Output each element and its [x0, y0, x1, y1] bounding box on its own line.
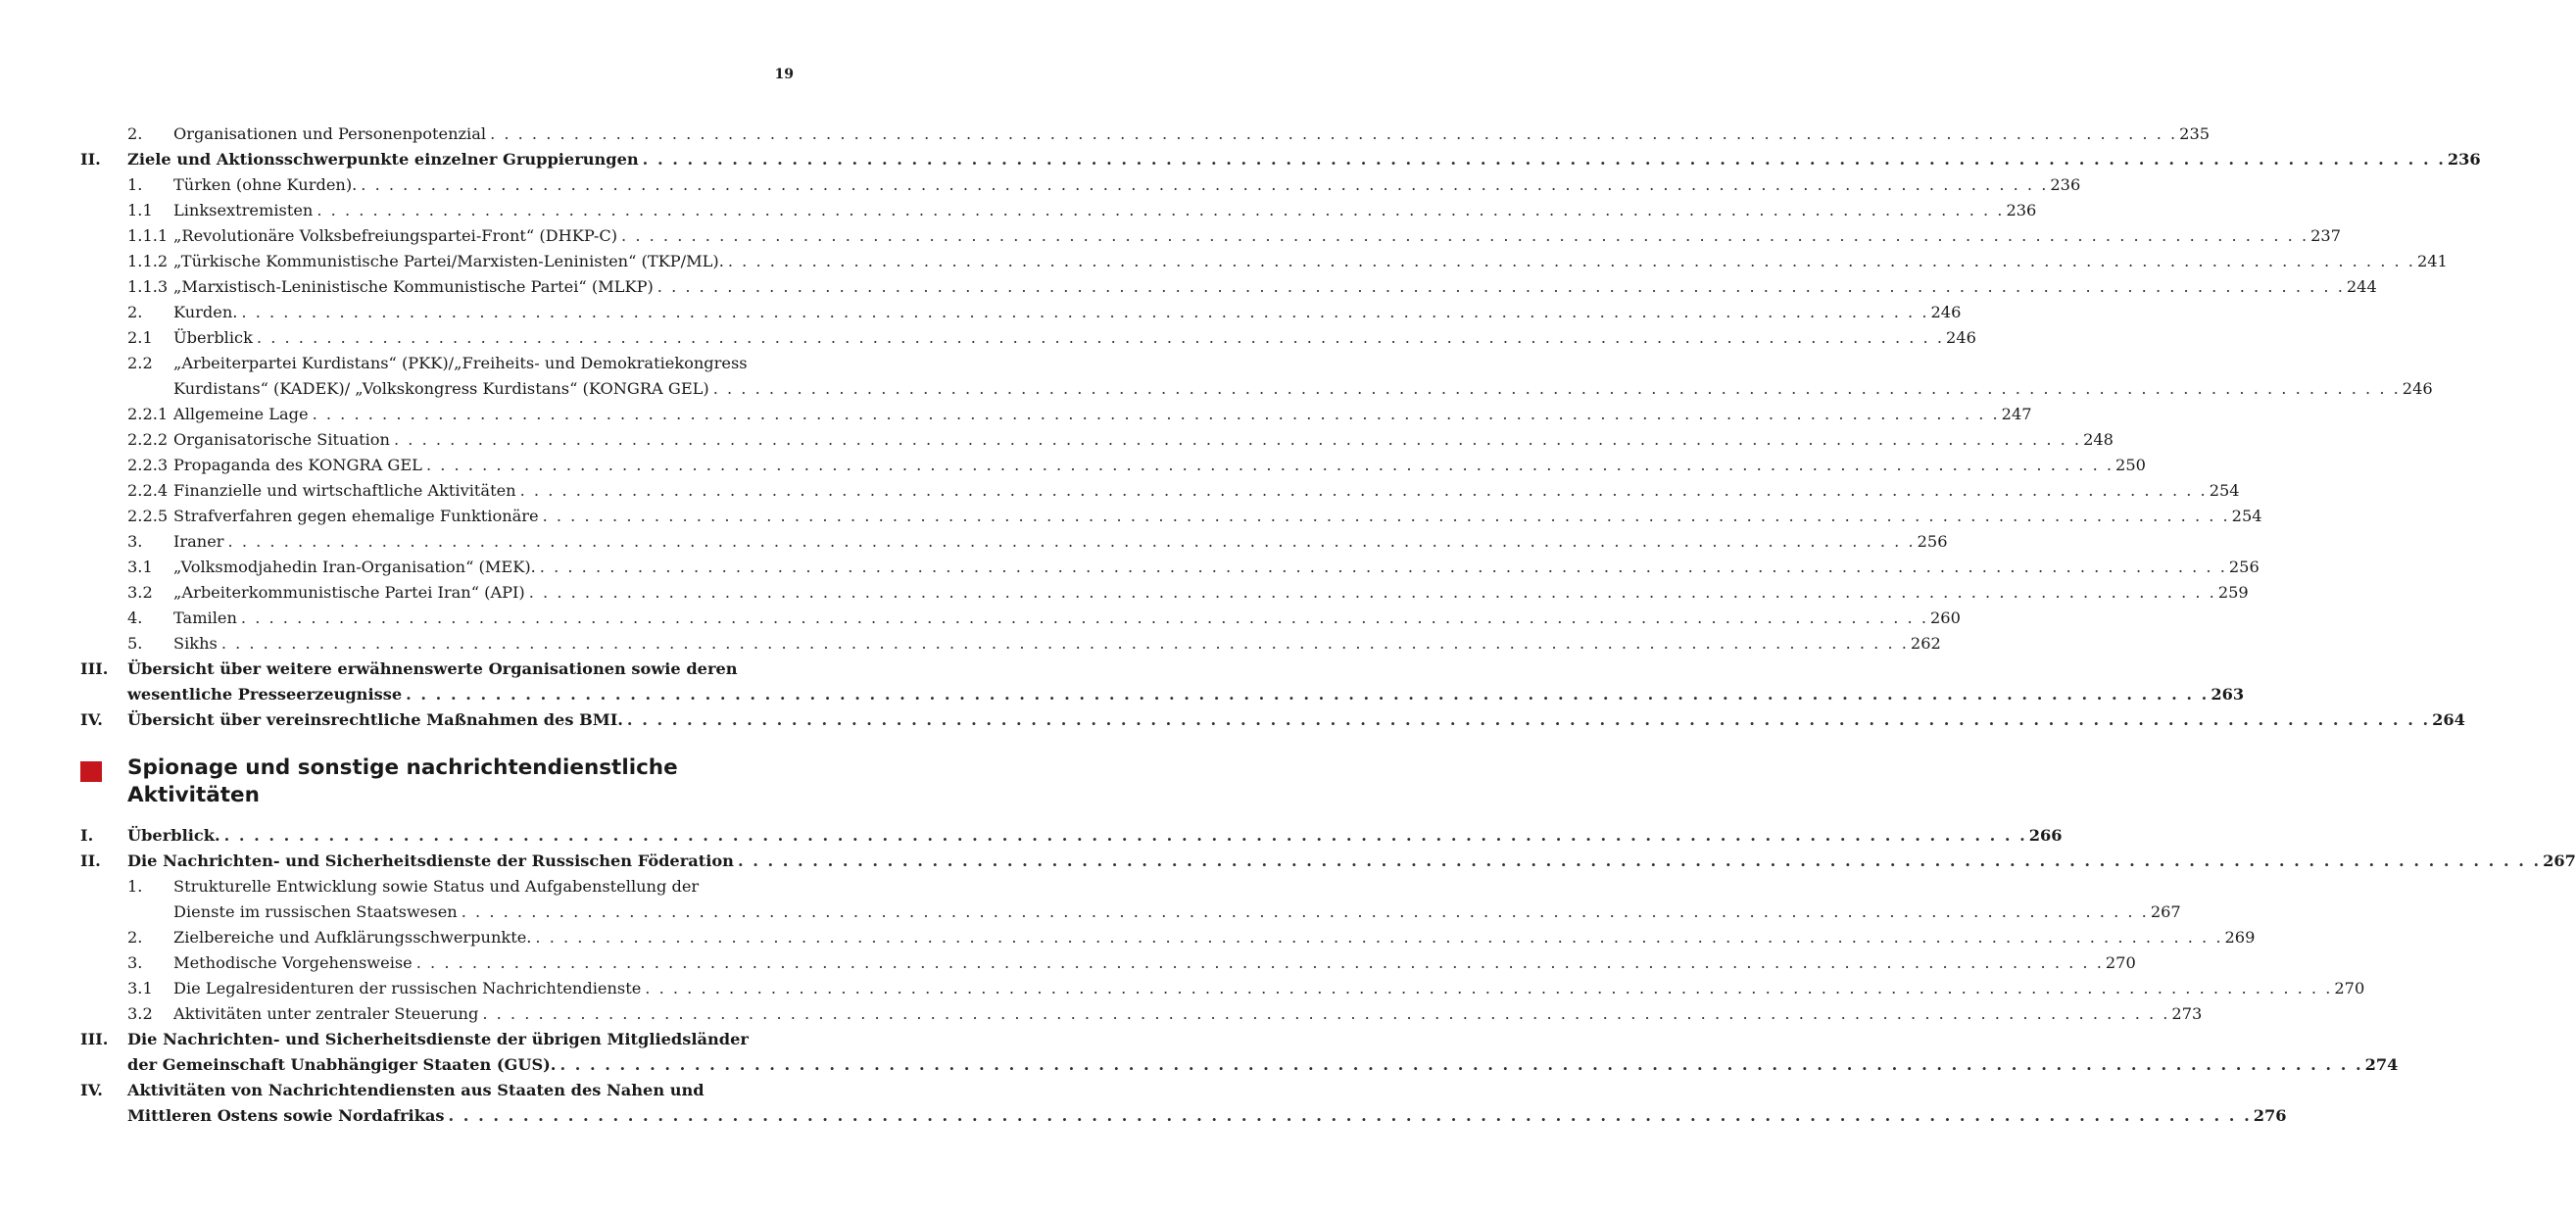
toc-entry-title: wesentliche Presseerzeugnisse [127, 685, 403, 704]
toc-page-number: 264 [2432, 710, 2465, 729]
toc-page-number: 248 [2083, 430, 2114, 449]
toc-entry-title: Überblick [173, 328, 253, 347]
toc-section-number: 2. [127, 928, 143, 947]
toc-page-number: 237 [2310, 226, 2342, 245]
toc-entry [80, 1027, 793, 1052]
toc-entry [80, 606, 1961, 631]
toc-page-number: 244 [2346, 277, 2377, 296]
toc-entry [80, 249, 2448, 274]
dot-leader: . . . . . . . . . . . . . . . . . . . . . . . . . . . . . . . . . . . . . . . . . . . . . . . . . . . . . . . . . . . . . . . . . . . . . . . . . . . . . . . . . . . . . . . . . . . . . . . . . . . . . . . . . . . . . . . . . . . . . . . . . [542, 507, 2230, 525]
toc-entry-title: Übersicht über weitere erwähnenswerte Organisationen sowie deren [127, 659, 738, 678]
toc-page-number: 262 [1910, 634, 1941, 653]
toc-page-number: 254 [2209, 481, 2240, 500]
toc-section-number: 4. [127, 608, 143, 627]
toc-entry [80, 1001, 2203, 1027]
toc-part-1 [80, 122, 2481, 733]
toc-entry-title: „Arbeiterkommunistische Partei Iran“ (API) [173, 583, 525, 602]
toc-entry [80, 402, 2032, 427]
toc-page-number: 236 [2050, 175, 2081, 194]
toc-entry-title: „Arbeiterpartei Kurdistans“ (PKK)/„Freiheits- und Demokratiekongress [173, 354, 748, 372]
dot-leader: . . . . . . . . . . . . . . . . . . . . . . . . . . . . . . . . . . . . . . . . . . . . . . . . . . . . . . . . . . . . . . . . . . . . . . . . . . . . . . . . . . . . . . . . . . . . . . . . . . . . . . . . . . . . . . . . . . . . . . . . . [448, 1106, 2252, 1125]
toc-section-number: 3. [127, 532, 143, 551]
toc-entry [80, 376, 2433, 402]
dot-leader: . . . . . . . . . . . . . . . . . . . . . . . . . . . . . . . . . . . . . . . . . . . . . . . . . . . . . . . . . . . . . . . . . . . . . . . . . . . . . . . . . . . . . . . . . . . . . . . . . . . . . . . . . . . . . . . . . . . . . . . . . [559, 1055, 2363, 1074]
toc-roman-numeral: III. [80, 659, 109, 678]
section-title: Spionage und sonstige nachrichtendienstliche Aktivitäten [127, 755, 678, 807]
section-marker-square [80, 761, 102, 782]
toc-entry-title: „Revolutionäre Volksbefreiungspartei-Front“ (DHKP-C) [173, 226, 618, 245]
toc-entry-title: Überblick. [127, 826, 220, 845]
toc-entry-title: Linksextremisten [173, 201, 314, 219]
toc-page-number: 273 [2171, 1004, 2203, 1023]
dot-leader: . . . . . . . . . . . . . . . . . . . . . . . . . . . . . . . . . . . . . . . . . . . . . . . . . . . . . . . . . . . . . . . . . . . . . . . . . . . . . . . . . . . . . . . . . . . . . . . . . . . . . . . . . . . . . . . . . . . . . . . . . [227, 532, 1916, 551]
page-number: 19 [774, 67, 794, 82]
toc-section-number: 1.1.3 [127, 277, 169, 296]
toc-page-number: 246 [2402, 379, 2433, 398]
dot-leader: . . . . . . . . . . . . . . . . . . . . . . . . . . . . . . . . . . . . . . . . . . . . . . . . . . . . . . . . . . . . . . . . . . . . . . . . . . . . . . . . . . . . . . . . . . . . . . . . . . . . . . . . . . . . . . . . . . . . . . . . . [535, 928, 2223, 947]
dot-leader: . . . . . . . . . . . . . . . . . . . . . . . . . . . . . . . . . . . . . . . . . . . . . . . . . . . . . . . . . . . . . . . . . . . . . . . . . . . . . . . . . . . . . . . . . . . . . . . . . . . . . . . . . . . . . . . . . . . . . . . . . [645, 979, 2333, 997]
toc-page-number: 246 [1946, 328, 1976, 347]
toc-page-number: 235 [2179, 124, 2211, 143]
toc-entry-title: der Gemeinschaft Unabhängiger Staaten (GUS). [127, 1055, 557, 1074]
toc-section-number: 2.2.2 [127, 430, 169, 449]
toc-entry [80, 147, 2481, 172]
toc-entry-title: Sikhs [173, 634, 218, 653]
toc-entry-title: Mittleren Ostens sowie Nordafrikas [127, 1106, 445, 1125]
toc-entry [80, 274, 2377, 300]
dot-leader: . . . . . . . . . . . . . . . . . . . . . . . . . . . . . . . . . . . . . . . . . . . . . . . . . . . . . . . . . . . . . . . . . . . . . . . . . . . . . . . . . . . . . . . . . . . . . . . . . . . . . . . . . . . . . . . . . . . . . . . . . [519, 481, 2208, 500]
toc-entry-title: Die Nachrichten- und Sicherheitsdienste der Russischen Föderation [127, 851, 734, 870]
toc-page-number: 259 [2217, 583, 2249, 602]
toc-entry [80, 427, 2114, 453]
toc-page-number: 263 [2211, 685, 2245, 704]
dot-leader: . . . . . . . . . . . . . . . . . . . . . . . . . . . . . . . . . . . . . . . . . . . . . . . . . . . . . . . . . . . . . . . . . . . . . . . . . . . . . . . . . . . . . . . . . . . . . . . . . . . . . . . . . . . . . . . . . . . . . . . . . [656, 277, 2345, 296]
toc-section-number: 2.2.4 [127, 481, 169, 500]
toc-section-number: 2.2 [127, 354, 153, 372]
dot-leader: . . . . . . . . . . . . . . . . . . . . . . . . . . . . . . . . . . . . . . . . . . . . . . . . . . . . . . . . . . . . . . . . . . . . . . . . . . . . . . . . . . . . . . . . . . . . . . . . . . . . . . . . . . . . . . . . . . . . . . . . . [727, 252, 2415, 270]
toc-entry [80, 874, 793, 900]
toc-entry-title: Zielbereiche und Aufklärungsschwerpunkte. [173, 928, 532, 947]
toc-entry-title: Dienste im russischen Staatswesen [173, 902, 458, 921]
dot-leader: . . . . . . . . . . . . . . . . . . . . . . . . . . . . . . . . . . . . . . . . . . . . . . . . . . . . . . . . . . . . . . . . . . . . . . . . . . . . . . . . . . . . . . . . . . . . . . . . . . . . . . . . . . . . . . . . . . . . . . . . . [528, 583, 2216, 602]
toc-entry [80, 504, 2262, 529]
toc-entry-title: „Marxistisch-Leninistische Kommunistische Partei“ (MLKP) [173, 277, 654, 296]
toc-page-number: 236 [2006, 201, 2037, 219]
dot-leader: . . . . . . . . . . . . . . . . . . . . . . . . . . . . . . . . . . . . . . . . . . . . . . . . . . . . . . . . . . . . . . . . . . . . . . . . . . . . . . . . . . . . . . . . . . . . . . . . . . . . . . . . . . . . . . . . . . . . . . . . . [712, 379, 2401, 398]
toc-page-number: 260 [1929, 608, 1961, 627]
dot-leader: . . . . . . . . . . . . . . . . . . . . . . . . . . . . . . . . . . . . . . . . . . . . . . . . . . . . . . . . . . . . . . . . . . . . . . . . . . . . . . . . . . . . . . . . . . . . . . . . . . . . . . . . . . . . . . . . . . . . . . . . . [240, 608, 1928, 627]
toc-entry-title: Ziele und Aktionsschwerpunkte einzelner Gruppierungen [127, 150, 639, 169]
toc-section-number: 3.1 [127, 979, 153, 997]
toc-section-number: 1. [127, 175, 143, 194]
toc-roman-numeral: II. [80, 150, 101, 169]
toc-roman-numeral: I. [80, 826, 94, 845]
toc-page-number: 276 [2253, 1106, 2287, 1125]
toc-page-number: 270 [2334, 979, 2365, 997]
toc-entry-title: Kurden. [173, 303, 238, 321]
dot-leader: . . . . . . . . . . . . . . . . . . . . . . . . . . . . . . . . . . . . . . . . . . . . . . . . . . . . . . . . . . . . . . . . . . . . . . . . . . . . . . . . . . . . . . . . . . . . . . . . . . . . . . . . . . . . . . . . . . . . . . . . . [256, 328, 1944, 347]
dot-leader: . . . . . . . . . . . . . . . . . . . . . . . . . . . . . . . . . . . . . . . . . . . . . . . . . . . . . . . . . . . . . . . . . . . . . . . . . . . . . . . . . . . . . . . . . . . . . . . . . . . . . . . . . . . . . . . . . . . . . . . . . [241, 303, 1929, 321]
toc-section-number: 1.1.1 [127, 226, 169, 245]
toc-entry-title: Türken (ohne Kurden). [173, 175, 358, 194]
toc-entry [80, 555, 2260, 580]
toc-entry [80, 707, 2465, 733]
toc-section-number: 3.1 [127, 558, 153, 576]
dot-leader: . . . . . . . . . . . . . . . . . . . . . . . . . . . . . . . . . . . . . . . . . . . . . . . . . . . . . . . . . . . . . . . . . . . . . . . . . . . . . . . . . . . . . . . . . . . . . . . . . . . . . . . . . . . . . . . . . . . . . . . . . [425, 456, 2114, 474]
toc-entry-title: Die Nachrichten- und Sicherheitsdienste der übrigen Mitgliedsländer [127, 1030, 749, 1048]
toc-entry [80, 122, 2211, 147]
dot-leader: . . . . . . . . . . . . . . . . . . . . . . . . . . . . . . . . . . . . . . . . . . . . . . . . . . . . . . . . . . . . . . . . . . . . . . . . . . . . . . . . . . . . . . . . . . . . . . . . . . . . . . . . . . . . . . . . . . . . . . . . . [461, 902, 2149, 921]
toc-entry-title: Strafverfahren gegen ehemalige Funktionäre [173, 507, 539, 525]
toc-section-number: 2. [127, 124, 143, 143]
dot-leader: . . . . . . . . . . . . . . . . . . . . . . . . . . . . . . . . . . . . . . . . . . . . . . . . . . . . . . . . . . . . . . . . . . . . . . . . . . . . . . . . . . . . . . . . . . . . . . . . . . . . . . . . . . . . . . . . . . . . . . . . . [223, 826, 2027, 845]
dot-leader: . . . . . . . . . . . . . . . . . . . . . . . . . . . . . . . . . . . . . . . . . . . . . . . . . . . . . . . . . . . . . . . . . . . . . . . . . . . . . . . . . . . . . . . . . . . . . . . . . . . . . . . . . . . . . . . . . . . . . . . . . [316, 201, 2005, 219]
dot-leader: . . . . . . . . . . . . . . . . . . . . . . . . . . . . . . . . . . . . . . . . . . . . . . . . . . . . . . . . . . . . . . . . . . . . . . . . . . . . . . . . . . . . . . . . . . . . . . . . . . . . . . . . . . . . . . . . . . . . . . . . . [626, 710, 2431, 729]
toc-roman-numeral: IV. [80, 1081, 103, 1099]
toc-entry-title: Propaganda des KONGRA GEL [173, 456, 422, 474]
dot-leader: . . . . . . . . . . . . . . . . . . . . . . . . . . . . . . . . . . . . . . . . . . . . . . . . . . . . . . . . . . . . . . . . . . . . . . . . . . . . . . . . . . . . . . . . . . . . . . . . . . . . . . . . . . . . . . . . . . . . . . . . . [393, 430, 2082, 449]
toc-entry [80, 300, 1962, 325]
toc-entry [80, 172, 2081, 198]
toc-entry-title: Übersicht über vereinsrechtliche Maßnahmen des BMI. [127, 710, 623, 729]
toc-section-number: 1.1 [127, 201, 153, 219]
toc-entry [80, 1103, 2287, 1129]
toc-entry [80, 657, 793, 682]
toc-entry-title: Finanzielle und wirtschaftliche Aktivitäten [173, 481, 516, 500]
toc-entry [80, 478, 2240, 504]
toc-entry-title: Die Legalresidenturen der russischen Nachrichtendienste [173, 979, 642, 997]
toc-entry [80, 1078, 793, 1103]
toc-page-number: 269 [2224, 928, 2256, 947]
toc-entry [80, 223, 2342, 249]
toc-page-number: 246 [1930, 303, 1962, 321]
toc-section-number: 3. [127, 953, 143, 972]
toc-entry-title: Methodische Vorgehensweise [173, 953, 413, 972]
toc-page-number: 256 [1917, 532, 1948, 551]
toc-section-number: 3.2 [127, 1004, 153, 1023]
dot-leader: . . . . . . . . . . . . . . . . . . . . . . . . . . . . . . . . . . . . . . . . . . . . . . . . . . . . . . . . . . . . . . . . . . . . . . . . . . . . . . . . . . . . . . . . . . . . . . . . . . . . . . . . . . . . . . . . . . . . . . . . . [642, 150, 2446, 169]
toc-entry-title: Aktivitäten von Nachrichtendiensten aus Staaten des Nahen und [127, 1081, 705, 1099]
dot-leader: . . . . . . . . . . . . . . . . . . . . . . . . . . . . . . . . . . . . . . . . . . . . . . . . . . . . . . . . . . . . . . . . . . . . . . . . . . . . . . . . . . . . . . . . . . . . . . . . . . . . . . . . . . . . . . . . . . . . . . . . . [361, 175, 2049, 194]
toc-entry [80, 580, 2249, 606]
toc-section-number: 2.2.1 [127, 405, 169, 423]
toc-entry [80, 900, 2181, 925]
toc-entry-title: Organisatorische Situation [173, 430, 390, 449]
dot-leader: . . . . . . . . . . . . . . . . . . . . . . . . . . . . . . . . . . . . . . . . . . . . . . . . . . . . . . . . . . . . . . . . . . . . . . . . . . . . . . . . . . . . . . . . . . . . . . . . . . . . . . . . . . . . . . . . . . . . . . . . . [482, 1004, 2170, 1023]
toc-section-number: 1.1.2 [127, 252, 169, 270]
toc-roman-numeral: III. [80, 1030, 109, 1048]
toc-roman-numeral: II. [80, 851, 101, 870]
toc-entry-title: Tamilen [173, 608, 237, 627]
toc-section-number: 3.2 [127, 583, 153, 602]
toc-page-number: 241 [2416, 252, 2448, 270]
toc-entry [80, 325, 1976, 351]
toc-section-number: 5. [127, 634, 143, 653]
toc-entry [80, 925, 2256, 950]
toc-entry-title: Allgemeine Lage [173, 405, 309, 423]
toc-entry [80, 453, 2146, 478]
toc-page-number: 236 [2447, 150, 2481, 169]
dot-leader: . . . . . . . . . . . . . . . . . . . . . . . . . . . . . . . . . . . . . . . . . . . . . . . . . . . . . . . . . . . . . . . . . . . . . . . . . . . . . . . . . . . . . . . . . . . . . . . . . . . . . . . . . . . . . . . . . . . . . . . . . [312, 405, 2000, 423]
toc-entry [80, 849, 2576, 874]
dot-leader: . . . . . . . . . . . . . . . . . . . . . . . . . . . . . . . . . . . . . . . . . . . . . . . . . . . . . . . . . . . . . . . . . . . . . . . . . . . . . . . . . . . . . . . . . . . . . . . . . . . . . . . . . . . . . . . . . . . . . . . . . [490, 124, 2178, 143]
toc-page-number: 254 [2231, 507, 2262, 525]
dot-leader: . . . . . . . . . . . . . . . . . . . . . . . . . . . . . . . . . . . . . . . . . . . . . . . . . . . . . . . . . . . . . . . . . . . . . . . . . . . . . . . . . . . . . . . . . . . . . . . . . . . . . . . . . . . . . . . . . . . . . . . . . [406, 685, 2210, 704]
toc-entry-title: Organisationen und Personenpotenzial [173, 124, 487, 143]
toc-page-number: 267 [2150, 902, 2181, 921]
toc-entry-title: „Volksmodjahedin Iran-Organisation“ (MEK). [173, 558, 536, 576]
toc-entry-title: Aktivitäten unter zentraler Steuerung [173, 1004, 479, 1023]
toc-page-number: 270 [2105, 953, 2136, 972]
toc-page-number: 274 [2364, 1055, 2399, 1074]
dot-leader: . . . . . . . . . . . . . . . . . . . . . . . . . . . . . . . . . . . . . . . . . . . . . . . . . . . . . . . . . . . . . . . . . . . . . . . . . . . . . . . . . . . . . . . . . . . . . . . . . . . . . . . . . . . . . . . . . . . . . . . . . [621, 226, 2309, 245]
dot-leader: . . . . . . . . . . . . . . . . . . . . . . . . . . . . . . . . . . . . . . . . . . . . . . . . . . . . . . . . . . . . . . . . . . . . . . . . . . . . . . . . . . . . . . . . . . . . . . . . . . . . . . . . . . . . . . . . . . . . . . . . . [737, 851, 2542, 870]
dot-leader: . . . . . . . . . . . . . . . . . . . . . . . . . . . . . . . . . . . . . . . . . . . . . . . . . . . . . . . . . . . . . . . . . . . . . . . . . . . . . . . . . . . . . . . . . . . . . . . . . . . . . . . . . . . . . . . . . . . . . . . . . [220, 634, 1909, 653]
toc-entry [80, 1052, 2399, 1078]
toc-page-number: 247 [2001, 405, 2032, 423]
toc-entry-title: Kurdistans“ (KADEK)/ „Volkskongress Kurdistans“ (KONGRA GEL) [173, 379, 709, 398]
toc-section-number: 2.1 [127, 328, 153, 347]
dot-leader: . . . . . . . . . . . . . . . . . . . . . . . . . . . . . . . . . . . . . . . . . . . . . . . . . . . . . . . . . . . . . . . . . . . . . . . . . . . . . . . . . . . . . . . . . . . . . . . . . . . . . . . . . . . . . . . . . . . . . . . . . [539, 558, 2227, 576]
toc-entry-title: „Türkische Kommunistische Partei/Marxisten-Leninisten“ (TKP/ML). [173, 252, 724, 270]
toc-entry [80, 529, 1948, 555]
toc-entry [80, 198, 2037, 223]
toc-entry [80, 351, 793, 376]
toc-section-number: 1. [127, 877, 143, 896]
toc-section-number: 2. [127, 303, 143, 321]
toc-page-number: 266 [2028, 826, 2063, 845]
toc-entry [80, 631, 1941, 657]
toc-entry-title: Iraner [173, 532, 224, 551]
toc-part-2 [80, 823, 2576, 1129]
toc-section-number: 2.2.5 [127, 507, 169, 525]
toc-entry [80, 682, 2245, 707]
dot-leader: . . . . . . . . . . . . . . . . . . . . . . . . . . . . . . . . . . . . . . . . . . . . . . . . . . . . . . . . . . . . . . . . . . . . . . . . . . . . . . . . . . . . . . . . . . . . . . . . . . . . . . . . . . . . . . . . . . . . . . . . . [415, 953, 2104, 972]
toc-roman-numeral: IV. [80, 710, 103, 729]
toc-section-number: 2.2.3 [127, 456, 169, 474]
toc-page-number: 267 [2543, 851, 2576, 870]
toc-entry [80, 823, 2063, 849]
toc-entry [80, 976, 2365, 1001]
toc-entry-title: Strukturelle Entwicklung sowie Status und Aufgabenstellung der [173, 877, 700, 896]
toc-page-number: 250 [2115, 456, 2146, 474]
toc-page-number: 256 [2228, 558, 2260, 576]
toc-entry [80, 950, 2136, 976]
